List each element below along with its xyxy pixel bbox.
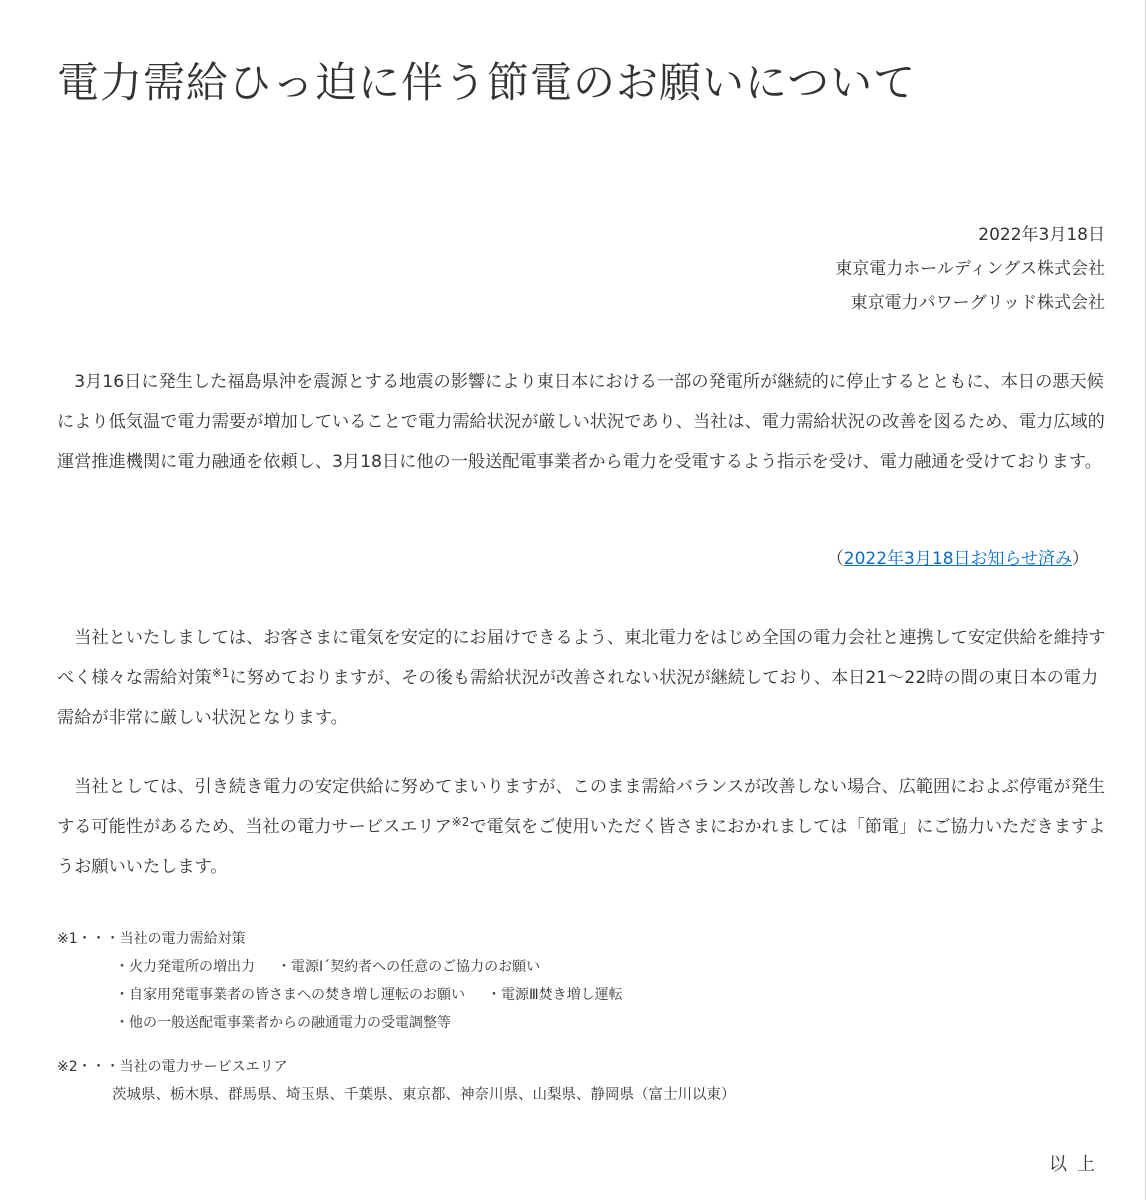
previous-notice-link[interactable]: 2022年3月18日お知らせ済み	[843, 549, 1072, 569]
page-title: 電力需給ひっ迫に伴う節電のお願いについて	[57, 58, 917, 107]
paragraph-text: で電気をご使用いただく皆さまにおかれましては「節電」にご協力いただきますようお願いいたします。	[57, 817, 1106, 877]
paragraph-supply-measures	[57, 618, 1107, 738]
service-area-list: 茨城県、栃木県、群馬県、埼玉県、千葉県、東京都、神奈川県、山梨県、静岡県（富士川以東）	[112, 1087, 736, 1103]
paren-open: （	[826, 549, 844, 569]
footnote-ref-2: ※2	[451, 815, 470, 829]
closing-mark: 以上	[1049, 1154, 1105, 1175]
footnote-heading: ※1・・・当社の電力需給対策	[57, 931, 246, 947]
company-name-powergrid: 東京電力パワーグリッド株式会社	[850, 293, 1105, 313]
paragraph-text: に努めておりますが、その後も需給状況が改善されない状況が継続しており、本日21～22時の間の東日本の電力需給が非常に厳しい状況となります。	[57, 668, 1099, 728]
release-date: 2022年3月18日	[978, 225, 1105, 245]
paragraph-text: 当社といたしましては、お客さまに電気を安定的にお届けできるよう、東北電力をはじめ全国の電力会社と連携して安定供給を維持すべく様々な需給対策	[57, 628, 1106, 688]
previous-notice-reference	[827, 544, 1089, 569]
paragraph-power-saving-request	[57, 767, 1107, 887]
company-name-holdings: 東京電力ホールディングス株式会社	[835, 259, 1105, 279]
footnote-2	[57, 1053, 736, 1109]
footnote-item: ・電源Ⅰ´契約者への任意のご協力のお願い	[277, 959, 541, 975]
footnote-line	[57, 981, 623, 1009]
paragraph-text: 当社としては、引き続き電力の安定供給に努めてまいりますが、このまま需給バランスが改善しない場合、広範囲におよぶ停電が発生する可能性があるため、当社の電力サービスエリア	[57, 777, 1105, 837]
footnote-item: ・自家用発電事業者の皆さまへの焚き増し運転のお願い	[115, 987, 465, 1003]
footnote-1	[57, 925, 623, 1037]
footnote-line	[57, 953, 623, 981]
footnote-item: ・他の一般送配電事業者からの融通電力の受電調整等	[115, 1015, 451, 1031]
footnote-line	[57, 1009, 623, 1037]
release-meta	[835, 218, 1105, 320]
footnote-heading: ※2・・・当社の電力サービスエリア	[57, 1059, 288, 1075]
footnote-item: ・火力発電所の増出力	[115, 959, 255, 975]
paragraph-earthquake-impact: 3月16日に発生した福島県沖を震源とする地震の影響により東日本における一部の発電所が継続的に停止するとともに、本日の悪天候により低気温で電力需要が増加していることで電力需給状況が厳しい状況であり、当社は、電力需給状況の改善を図るため、電力広域的運営推進機関に電力融通を依頼し、3月18日に他の一般送配電事業者から電力を受電するよう指示を受け、電力融通を受けております。	[57, 372, 1105, 472]
paren-close: ）	[1072, 549, 1089, 569]
footnote-item: ・電源Ⅲ焚き増し運転	[487, 987, 623, 1003]
footnote-ref-1: ※1	[211, 666, 230, 680]
